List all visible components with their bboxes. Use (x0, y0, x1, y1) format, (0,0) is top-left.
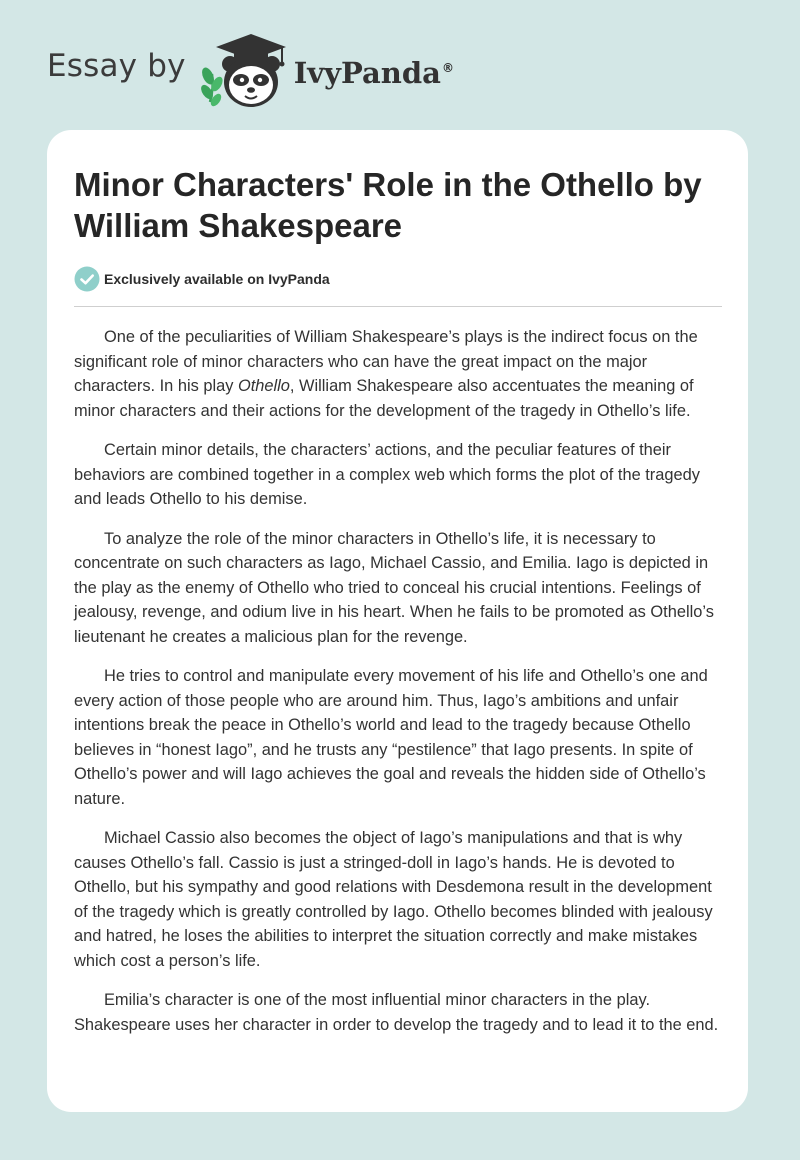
paragraph-3: To analyze the role of the minor characters in Othello’s life, it is necessary to concentrate on such characters as Iago, Michael Cassio, and Emilia. Iago is depicted in the play as the enemy of Othello who tried to conceal his crucial intentions. Feelings of jealousy, revenge, and odium live in his heart. When he fails to be promoted as Othello’s lieutenant he creates a malicious plan for the revenge. (74, 529, 714, 646)
divider (74, 306, 722, 307)
check-circle-icon (74, 266, 100, 292)
registered-mark: ® (441, 61, 454, 76)
essay-body (74, 325, 722, 1037)
paragraph-2: Certain minor details, the characters’ actions, and the peculiar features of their behaviors are combined together in a complex web which forms the plot of the tragedy and leads Othello to his demise. (74, 441, 700, 508)
paragraph-1: One of the peculiarities of William Shakespeare’s plays is the indirect focus on the significant role of minor characters who can have the great impact on the major characters. In his play Othello, William Shakespeare also accentuates the meaning of minor characters and their actions for the development of the tragedy in Othello’s life. (74, 328, 698, 420)
paragraph-5: Michael Cassio also becomes the object of Iago’s manipulations and that is why causes Othello’s fall. Cassio is just a stringed-doll in Iago’s hands. He is devoted to Othello, but his sympathy and good relations with Desdemona result in the development of the tragedy which is greatly controlled by Iago. Othello becomes blinded with jealousy and hatred, he loses the abilities to interpret the situation correctly and make mistakes which cost a person’s life. (74, 829, 713, 970)
essay-title: Minor Characters' Role in the Othello by William Shakespeare (74, 166, 702, 244)
exclusive-badge (74, 266, 722, 292)
essay-card (47, 130, 748, 1112)
play-title-othello: Othello (237, 377, 290, 395)
exclusive-label: Exclusively available on IvyPanda (104, 271, 330, 287)
essay-by-label: Essay by (47, 48, 186, 84)
brand-name: IvyPanda® (293, 56, 454, 90)
panda-graduate-logo-icon (200, 30, 292, 110)
site-header (47, 30, 454, 110)
paragraph-6: Emilia’s character is one of the most influential minor characters in the play. Shakespeare uses her character in order to develop the tragedy and to lead it to the end. (74, 991, 719, 1034)
paragraph-4: He tries to control and manipulate every movement of his life and Othello’s one and every action of those people who are around him. Thus, Iago’s ambitions and unfair intentions break the peace in Othello’s world and lead to the tragedy because Othello believes in “honest Iago”, and he trusts any “pestilence” that Iago presents. In spite of Othello’s power and will Iago achieves the goal and reveals the hidden side of Othello’s nature. (74, 667, 708, 808)
